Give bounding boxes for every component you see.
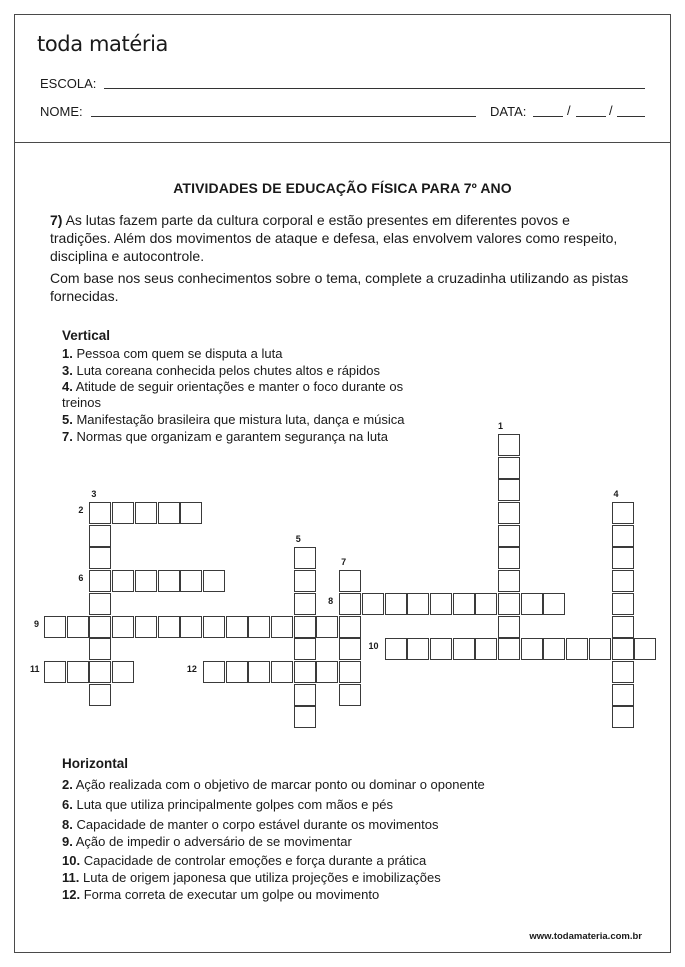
crossword-cell[interactable]	[89, 684, 111, 706]
horizontal-clue: 11. Luta de origem japonesa que utiliza projeções e imobilizações	[62, 870, 441, 885]
crossword-cell[interactable]	[112, 616, 134, 638]
header-divider	[14, 142, 671, 143]
crossword-cell[interactable]	[89, 525, 111, 547]
crossword-cell[interactable]	[89, 638, 111, 660]
vertical-heading: Vertical	[62, 328, 111, 343]
logo: toda matéria	[37, 32, 168, 56]
crossword-cell[interactable]	[634, 638, 656, 660]
crossword-number-4: 4	[613, 489, 619, 499]
crossword-number-1: 1	[498, 420, 504, 431]
horizontal-clue: 6. Luta que utiliza principalmente golpes com mãos e pés	[62, 797, 393, 812]
crossword-cell[interactable]	[430, 638, 452, 660]
vertical-clue: 1. Pessoa com quem se disputa a luta	[62, 346, 283, 361]
crossword-cell[interactable]	[180, 570, 202, 592]
footer-url: www.todamateria.com.br	[529, 931, 642, 942]
crossword-cell[interactable]	[158, 616, 180, 638]
crossword-cell[interactable]	[612, 502, 634, 524]
question-text: As lutas fazem parte da cultura corporal e estão presentes em diferentes povos e tradições. Além dos movimentos de ataque e defesa, elas envolvem valores como respeito, disciplina e autocontrole.	[50, 212, 618, 264]
crossword-cell[interactable]	[67, 661, 89, 683]
crossword-cell[interactable]	[294, 570, 316, 592]
vertical-clue: 4. Atitude de seguir orientações e manter o foco durante os treinos	[62, 379, 404, 410]
crossword-cell[interactable]	[362, 593, 384, 615]
crossword-cell[interactable]	[294, 616, 316, 638]
date-separator: /	[609, 103, 613, 118]
crossword-cell[interactable]	[294, 593, 316, 615]
crossword-number-5: 5	[295, 534, 301, 545]
crossword-cell[interactable]	[498, 570, 520, 592]
crossword-cell[interactable]	[294, 706, 316, 728]
crossword-cell[interactable]	[612, 593, 634, 615]
question-instruction: Com base nos seus conhecimentos sobre o tema, complete a cruzadinha utilizando as pistas fornecidas.	[50, 270, 629, 304]
crossword-cell[interactable]	[294, 684, 316, 706]
crossword-cell[interactable]	[498, 638, 520, 660]
vertical-clue: 7. Normas que organizam e garantem segurança na luta	[62, 429, 388, 444]
crossword-cell[interactable]	[612, 525, 634, 547]
crossword-cell[interactable]	[498, 547, 520, 569]
date-label: DATA:	[490, 104, 527, 119]
crossword-cell[interactable]	[339, 661, 361, 683]
crossword-cell[interactable]	[248, 616, 270, 638]
horizontal-heading: Horizontal	[62, 756, 128, 771]
crossword-cell[interactable]	[543, 593, 565, 615]
name-input-line[interactable]	[91, 116, 476, 117]
crossword-cell[interactable]	[407, 593, 429, 615]
crossword-cell[interactable]	[430, 593, 452, 615]
crossword-cell[interactable]	[294, 661, 316, 683]
crossword-cell[interactable]	[158, 570, 180, 592]
vertical-clue: 3. Luta coreana conhecida pelos chutes altos e rápidos	[62, 363, 381, 378]
crossword-cell[interactable]	[112, 661, 134, 683]
crossword-cell[interactable]	[612, 661, 634, 683]
question-number: 7)	[50, 212, 63, 228]
crossword-cell[interactable]	[339, 570, 361, 592]
crossword-cell[interactable]	[475, 638, 497, 660]
page-title: ATIVIDADES DE EDUCAÇÃO FÍSICA PARA 7º ANO	[173, 180, 512, 196]
crossword-cell[interactable]	[226, 616, 248, 638]
horizontal-clue: 12. Forma correta de executar um golpe ou movimento	[62, 887, 380, 902]
crossword-cell[interactable]	[498, 479, 520, 501]
crossword-cell[interactable]	[612, 706, 634, 728]
crossword-number-12: 12	[186, 663, 197, 674]
crossword-cell[interactable]	[498, 502, 520, 524]
crossword-cell[interactable]	[498, 525, 520, 547]
crossword-cell[interactable]	[339, 616, 361, 638]
crossword-cell[interactable]	[385, 638, 407, 660]
crossword-cell[interactable]	[135, 570, 157, 592]
crossword-cell[interactable]	[180, 502, 202, 524]
crossword-cell[interactable]	[112, 502, 134, 524]
crossword-cell[interactable]	[158, 502, 180, 524]
crossword-cell[interactable]	[498, 457, 520, 479]
crossword-cell[interactable]	[407, 638, 429, 660]
crossword-cell[interactable]	[498, 434, 520, 456]
crossword-cell[interactable]	[226, 661, 248, 683]
crossword-cell[interactable]	[498, 593, 520, 615]
crossword-number-7: 7	[341, 557, 347, 568]
crossword-cell[interactable]	[271, 661, 293, 683]
crossword-cell[interactable]	[112, 570, 134, 592]
crossword-cell[interactable]	[612, 570, 634, 592]
school-label: ESCOLA:	[40, 76, 97, 91]
crossword-number-2: 2	[78, 505, 84, 515]
date-year-line[interactable]	[617, 116, 645, 117]
horizontal-clue: 10. Capacidade de controlar emoções e força durante a prática	[62, 853, 427, 868]
crossword-cell[interactable]	[612, 547, 634, 569]
crossword-cell[interactable]	[316, 661, 338, 683]
crossword-cell[interactable]	[180, 616, 202, 638]
crossword-cell[interactable]	[248, 661, 270, 683]
crossword-cell[interactable]	[475, 593, 497, 615]
crossword-cell[interactable]	[339, 593, 361, 615]
crossword-cell[interactable]	[44, 661, 66, 683]
crossword-cell[interactable]	[589, 638, 611, 660]
horizontal-clue: 8. Capacidade de manter o corpo estável durante os movimentos	[62, 817, 439, 832]
crossword-cell[interactable]	[385, 593, 407, 615]
name-label: NOME:	[40, 104, 83, 119]
crossword-cell[interactable]	[135, 616, 157, 638]
crossword-cell[interactable]	[271, 616, 293, 638]
crossword-cell[interactable]	[89, 570, 111, 592]
crossword-cell[interactable]	[135, 502, 157, 524]
date-month-line[interactable]	[576, 116, 606, 117]
crossword-number-8: 8	[328, 595, 334, 606]
crossword-cell[interactable]	[339, 638, 361, 660]
crossword-cell[interactable]	[89, 661, 111, 683]
crossword-cell[interactable]	[612, 616, 634, 638]
crossword-cell[interactable]	[453, 593, 475, 615]
crossword-cell[interactable]	[498, 616, 520, 638]
crossword-cell[interactable]	[339, 684, 361, 706]
date-day-line[interactable]	[533, 116, 563, 117]
crossword-number-6: 6	[78, 573, 84, 584]
crossword-cell[interactable]	[453, 638, 475, 660]
crossword-number-10: 10	[368, 641, 379, 652]
crossword-cell[interactable]	[294, 547, 316, 569]
crossword-cell[interactable]	[67, 616, 89, 638]
crossword-cell[interactable]	[89, 616, 111, 638]
crossword-cell[interactable]	[566, 638, 588, 660]
crossword-number-9: 9	[34, 618, 40, 629]
question-paragraph	[50, 211, 630, 265]
crossword-cell[interactable]	[89, 502, 111, 524]
crossword-cell[interactable]	[521, 593, 543, 615]
crossword-cell[interactable]	[543, 638, 565, 660]
vertical-clue: 5. Manifestação brasileira que mistura luta, dança e música	[62, 412, 405, 427]
crossword-cell[interactable]	[612, 684, 634, 706]
horizontal-clue: 2. Ação realizada com o objetivo de marcar ponto ou dominar o oponente	[62, 777, 485, 792]
crossword-cell[interactable]	[316, 616, 338, 638]
crossword-number-11: 11	[30, 663, 40, 674]
crossword-cell[interactable]	[203, 570, 225, 592]
date-separator: /	[567, 103, 571, 118]
crossword-number-3: 3	[91, 489, 97, 499]
crossword-cell[interactable]	[294, 638, 316, 660]
crossword-cell[interactable]	[89, 547, 111, 569]
crossword-cell[interactable]	[44, 616, 66, 638]
crossword-cell[interactable]	[203, 616, 225, 638]
school-input-line[interactable]	[104, 88, 645, 89]
crossword-cell[interactable]	[612, 638, 634, 660]
crossword-cell[interactable]	[521, 638, 543, 660]
crossword-cell[interactable]	[89, 593, 111, 615]
horizontal-clue: 9. Ação de impedir o adversário de se movimentar	[62, 834, 352, 849]
crossword-cell[interactable]	[203, 661, 225, 683]
